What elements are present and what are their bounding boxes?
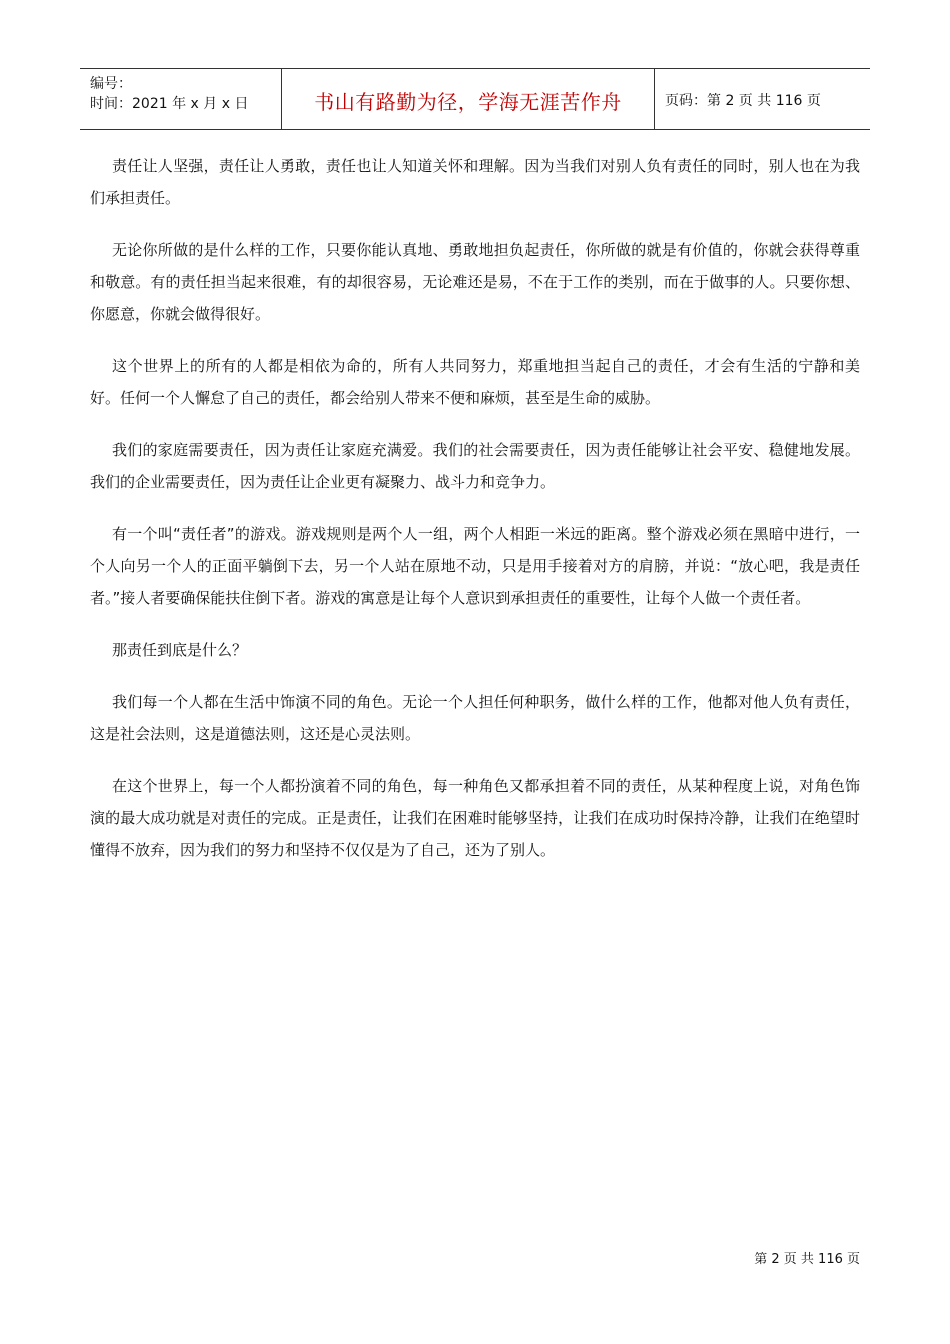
- body-paragraph: 有一个叫“责任者”的游戏。游戏规则是两个人一组，两个人相距一米远的距离。整个游戏必须在黑暗中进行，一个人向另一个人的正面平躺倒下去，另一个人站在原地不动，只是用手接着对方的肩膀，并说：“放心吧，我是责任者。”接人者要确保能扶住倒下者。游戏的寓意是让每个人意识到承担责任的重要性，让每个人做一个责任者。: [90, 525, 860, 607]
- footer-page-number: 第 2 页 共 116 页: [754, 1252, 860, 1267]
- header-motto: 书山有路勤为径，学海无涯苦作舟: [314, 90, 622, 114]
- header-page-info: 页码：第 2 页 共 116 页: [665, 93, 821, 109]
- body-paragraph: 我们的家庭需要责任，因为责任让家庭充满爱。我们的社会需要责任，因为责任能够让社会平安、稳健地发展。我们的企业需要责任，因为责任让企业更有凝聚力、战斗力和竞争力。: [90, 441, 860, 491]
- body-paragraph: 那责任到底是什么？: [112, 641, 248, 659]
- header-page-cell: [655, 69, 870, 129]
- body-paragraph: 无论你所做的是什么样的工作，只要你能认真地、勇敢地担负起责任，你所做的就是有价值的，你就会获得尊重和敬意。有的责任担当起来很难，有的却很容易，无论难还是易，不在于工作的类别，而在于做事的人。只要你想、你愿意，你就会做得很好。: [90, 241, 860, 323]
- body-paragraph: 在这个世界上，每一个人都扮演着不同的角色，每一种角色又都承担着不同的责任，从某种程度上说，对角色饰演的最大成功就是对责任的完成。正是责任，让我们在困难时能够坚持，让我们在成功时保持冷静，让我们在绝望时懂得不放弃，因为我们的努力和坚持不仅仅是为了自己，还为了别人。: [90, 777, 860, 859]
- document-header: [80, 68, 870, 130]
- header-meta-cell: [80, 69, 282, 129]
- body-paragraph: 责任让人坚强，责任让人勇敢，责任也让人知道关怀和理解。因为当我们对别人负有责任的同时，别人也在为我们承担责任。: [90, 157, 860, 207]
- document-body: [90, 150, 860, 886]
- body-paragraph: 我们每一个人都在生活中饰演不同的角色。无论一个人担任何种职务，做什么样的工作，他都对他人负有责任，这是社会法则，这是道德法则，这还是心灵法则。: [90, 693, 860, 743]
- body-paragraph: 这个世界上的所有的人都是相依为命的，所有人共同努力，郑重地担当起自己的责任，才会有生活的宁静和美好。任何一个人懈怠了自己的责任，都会给别人带来不便和麻烦，甚至是生命的威胁。: [90, 357, 860, 407]
- header-motto-cell: [282, 69, 655, 129]
- document-date-label: 时间：2021 年 x 月 x 日: [90, 96, 249, 112]
- document-number-label: 编号：: [90, 76, 132, 92]
